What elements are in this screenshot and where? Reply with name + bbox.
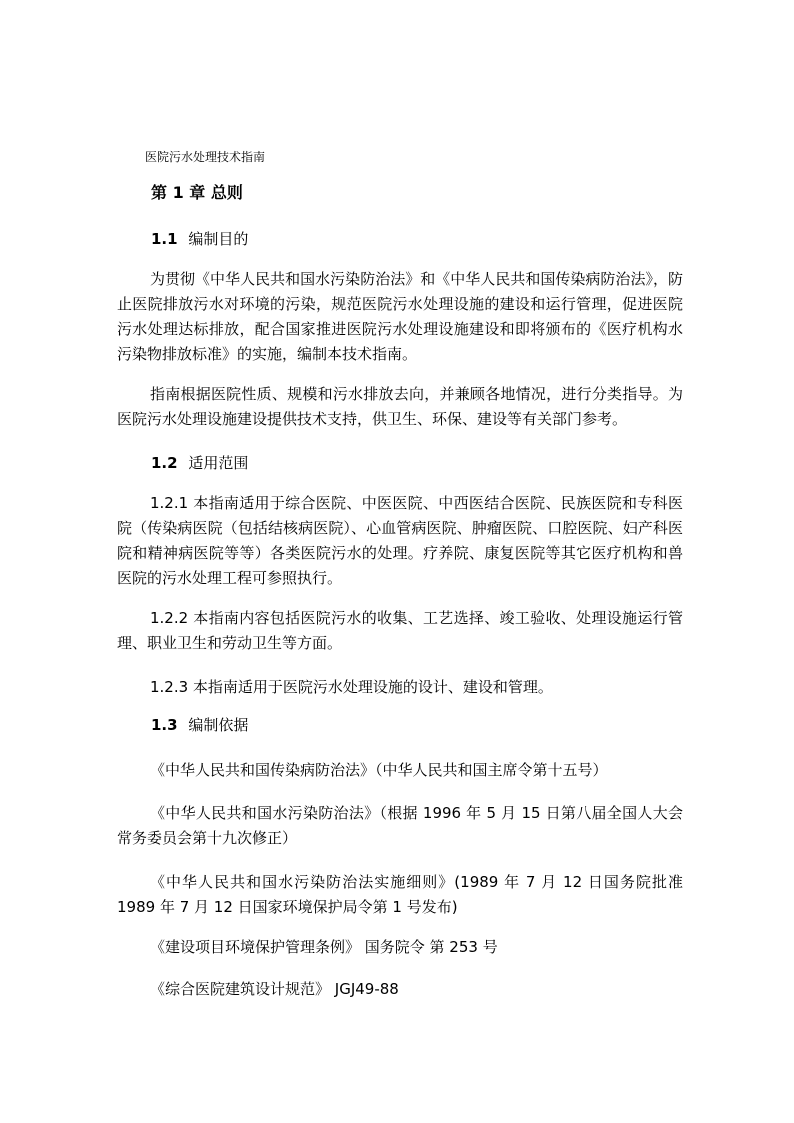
paragraph-1-2-2: 1.2.2 本指南内容包括医院污水的收集、工艺选择、竣工验收、处理设施运行管理、职业卫生和劳动卫生等方面。	[117, 609, 683, 652]
section-title: 编制目的	[188, 230, 249, 248]
section-heading-1-1	[151, 228, 248, 250]
section-title: 编制依据	[188, 716, 249, 734]
paragraph-1-2-3: 1.2.3 本指南适用于医院污水处理设施的设计、建设和管理。	[150, 678, 553, 696]
section-heading-1-3	[151, 714, 248, 736]
reference-environmental-regulation: 《建设项目环境保护管理条例》 国务院令 第 253 号	[150, 938, 498, 956]
reference-water-pollution-law: 《中华人民共和国水污染防治法》（根据 1996 年 5 月 15 日第八届全国人大会常务委员会第十九次修正）	[117, 804, 683, 847]
reference-infectious-disease-law: 《中华人民共和国传染病防治法》（中华人民共和国主席令第十五号）	[150, 761, 608, 779]
section-number: 1.2	[151, 454, 178, 472]
reference-hospital-design-code: 《综合医院建筑设计规范》 JGJ49-88	[150, 980, 399, 998]
paragraph-guidance: 指南根据医院性质、规模和污水排放去向，并兼顾各地情况，进行分类指导。为医院污水处理设施建设提供技术支持，供卫生、环保、建设等有关部门参考。	[117, 385, 683, 428]
document-header-title: 医院污水处理技术指南	[145, 150, 266, 164]
chapter-heading: 第 1 章 总则	[151, 183, 243, 202]
reference-water-pollution-rules: 《中华人民共和国水污染防治法实施细则》(1989 年 7 月 12 日国务院批准 1989 年 7 月 12 日国家环境保护局令第 1 号发布)	[117, 873, 683, 916]
paragraph-purpose: 为贯彻《中华人民共和国水污染防治法》和《中华人民共和国传染病防治法》，防止医院排放污水对环境的污染，规范医院污水处理设施的建设和运行管理，促进医院污水处理达标排放，配合国家推进医院污水处理设施建设和即将颁布的《医疗机构水污染物排放标准》的实施，编制本技术指南。	[117, 270, 683, 363]
paragraph-1-2-1: 1.2.1 本指南适用于综合医院、中医医院、中西医结合医院、民族医院和专科医院（传染病医院（包括结核病医院）、心血管病医院、肿瘤医院、口腔医院、妇产科医院和精神病医院等等）各类医院污水的处理。疗养院、康复医院等其它医疗机构和兽医院的污水处理工程可参照执行。	[117, 494, 683, 587]
section-number: 1.1	[151, 230, 178, 248]
section-title: 适用范围	[188, 454, 249, 472]
section-heading-1-2	[151, 452, 248, 474]
section-number: 1.3	[151, 716, 178, 734]
